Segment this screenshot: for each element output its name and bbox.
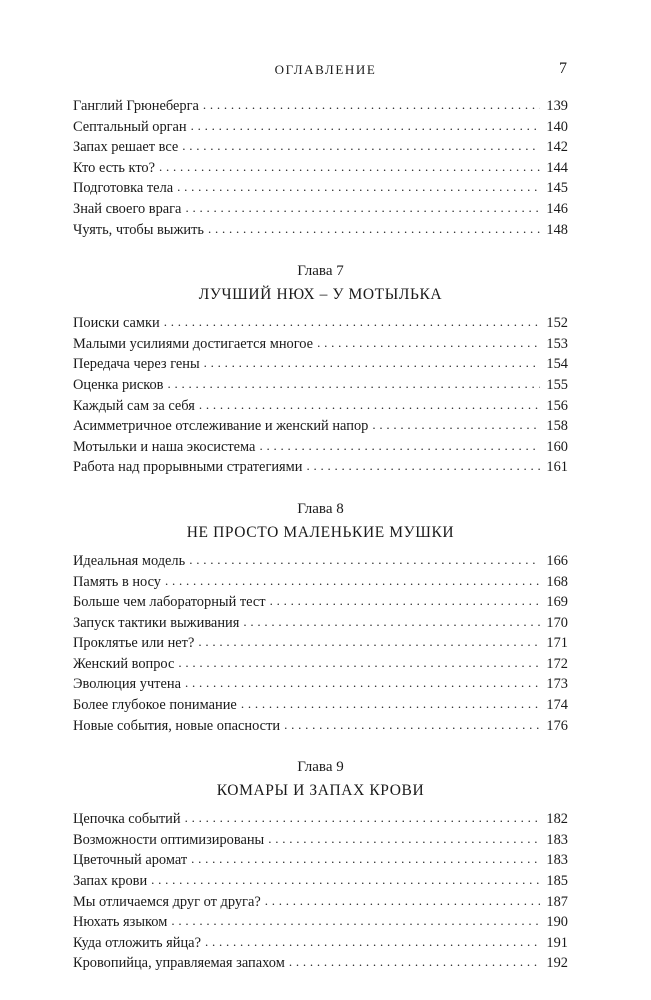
toc-entry-title: Возможности оптимизированы [73,831,265,848]
dot-leader [372,415,540,436]
dot-leader [265,891,541,912]
toc-entry-title: Поиски самки [73,315,160,332]
toc-entry-title: Малыми усилиями достигается многое [73,335,314,352]
dot-leader [199,395,541,416]
chapter-title: КОМАРЫ И ЗАПАХ КРОВИ [216,782,425,800]
toc-entry-title: Чуять, чтобы выжить [73,221,204,238]
toc-entry-title: Запах решает все [73,139,179,156]
dot-leader [289,952,541,973]
toc-entry-title: Ганглий Грюнеберга [73,98,199,114]
toc-entry-title: Запуск тактики выживания [73,614,240,631]
toc-entry-title: Кровопийца, управляемая запахом [73,955,285,972]
toc-entry-page: 182 [546,811,568,828]
toc-entry-title: Память в носу [73,573,161,590]
dot-leader [208,219,540,240]
dot-leader [203,95,541,116]
toc-entry [73,437,568,458]
toc-entry-title: Каждый сам за себя [73,397,195,414]
dot-leader [243,612,540,633]
toc-entry-page: 161 [546,459,568,476]
chapter-heading [73,499,568,544]
toc-entry-page: 153 [546,335,568,352]
toc-entry-title: Цветочный аромат [73,852,188,869]
dot-leader [178,653,540,674]
toc-entry [73,416,568,437]
toc-entry-title: Эволюция учтена [73,676,181,693]
toc-entry-page: 144 [546,159,568,176]
toc-entry [73,674,568,695]
toc-entry-title: Новые события, новые опасности [73,717,281,734]
chapter-title: НЕ ПРОСТО МАЛЕНЬКИЕ МУШКИ [186,523,455,541]
toc-entry [73,830,568,851]
chapter-label: Глава 7 [297,263,344,280]
toc-entry-page: 192 [546,955,568,972]
toc-entry-title: Подготовка тела [73,180,174,197]
toc-entry [73,220,568,241]
toc-entry-page: 174 [546,697,568,714]
toc-entry [73,716,568,737]
toc-entry-page: 183 [546,831,568,848]
running-head [0,60,651,80]
dot-leader [185,198,540,219]
toc-entry-title: Передача через гены [73,356,200,373]
toc-entry [73,613,568,634]
toc-entry [73,933,568,954]
toc-entry-page: 170 [546,614,568,631]
toc-entry-page: 169 [546,594,568,611]
toc-entry-title: Мотыльки и наша экосистема [73,438,256,455]
toc-entry [73,178,568,199]
dot-leader [171,911,540,932]
chapter-heading [73,757,568,802]
toc-entry [73,892,568,913]
toc-entry [73,313,568,334]
toc-entry-title: Запах крови [73,873,148,890]
toc-entry-page: 158 [546,418,568,435]
toc-entry-title: Проклятье или нет? [73,635,195,652]
toc-entry-page: 171 [546,635,568,652]
toc-entry-page: 146 [546,200,568,217]
dot-leader [191,849,540,870]
toc-entry-page: 173 [546,676,568,693]
dot-leader [159,157,540,178]
toc-entry-page: 190 [546,914,568,931]
toc-entry [73,334,568,355]
toc-entry-title: Кто есть кто? [73,159,156,176]
toc-entry-page: 156 [546,397,568,414]
toc-entry-title: Идеальная модель [73,552,186,569]
dot-leader [268,829,540,850]
dot-leader [164,312,541,333]
toc-entry-title: Оценка рисков [73,376,164,393]
toc-entry [73,354,568,375]
toc-entry-page: 187 [546,893,568,910]
toc-entry-title: Асимметричное отслеживание и женский напор [73,418,369,435]
toc-entry [73,375,568,396]
toc-entry [73,850,568,871]
toc-entry-title: Септальный орган [73,118,187,135]
toc-entry [73,199,568,220]
toc-entry-page: 166 [546,552,568,569]
dot-leader [167,374,540,395]
toc-entry [73,551,568,572]
toc-entry-title: Мы отличаемся друг от друга? [73,893,261,910]
dot-leader [165,571,540,592]
toc-entry [73,871,568,892]
toc-entry [73,457,568,478]
toc-entry-page: 168 [546,573,568,590]
toc-entry [73,117,568,138]
toc-entry [73,654,568,675]
toc-entry-page: 155 [546,376,568,393]
chapter-label: Глава 9 [297,759,344,776]
toc-entry-title: Куда отложить яйца? [73,934,201,951]
toc-entry-page: 176 [546,717,568,734]
toc-entry-page: 191 [546,934,568,951]
toc-entry-title: Больше чем лабораторный тест [73,594,266,611]
chapter-label: Глава 8 [297,500,344,517]
toc-entry-page: 172 [546,655,568,672]
toc-entry-page: 139 [546,98,568,114]
dot-leader [284,715,540,736]
table-of-contents [73,96,568,974]
dot-leader [198,632,540,653]
dot-leader [205,932,540,953]
toc-entry [73,396,568,417]
dot-leader [151,870,540,891]
toc-entry-page: 185 [546,873,568,890]
dot-leader [204,353,541,374]
toc-entry [73,695,568,716]
toc-entry [73,137,568,158]
toc-entry [73,633,568,654]
dot-leader [241,694,541,715]
toc-entry [73,96,568,117]
dot-leader [317,333,540,354]
chapter-title: ЛУЧШИЙ НЮХ – У МОТЫЛЬКА [198,286,443,304]
toc-entry-page: 145 [546,180,568,197]
toc-entry-page: 142 [546,139,568,156]
toc-entry-title: Женский вопрос [73,655,175,672]
toc-entry [73,912,568,933]
toc-entry [73,572,568,593]
toc-entry-title: Знай своего врага [73,200,182,217]
dot-leader [185,673,540,694]
toc-entry-page: 154 [546,356,568,373]
dot-leader [182,136,540,157]
dot-leader [259,436,540,457]
toc-entry-title: Более глубокое понимание [73,697,237,714]
toc-entry-page: 148 [546,221,568,238]
toc-entry [73,953,568,974]
dot-leader [185,808,541,829]
toc-entry-title: Нюхать языком [73,914,168,931]
dot-leader [177,177,540,198]
toc-entry-title: Работа над прорывными стратегиями [73,459,303,476]
dot-leader [189,550,540,571]
dot-leader [270,591,541,612]
toc-entry [73,158,568,179]
toc-entry-page: 183 [546,852,568,869]
chapter-heading [73,261,568,306]
page-number: 7 [559,60,567,77]
toc-entry-page: 140 [546,118,568,135]
toc-entry-page: 152 [546,315,568,332]
dot-leader [306,456,540,477]
toc-entry [73,809,568,830]
toc-entry-title: Цепочка событий [73,811,181,828]
toc-entry-page: 160 [546,438,568,455]
toc-entry [73,592,568,613]
running-title: ОГЛАВЛЕНИЕ [274,62,377,77]
dot-leader [191,116,541,137]
